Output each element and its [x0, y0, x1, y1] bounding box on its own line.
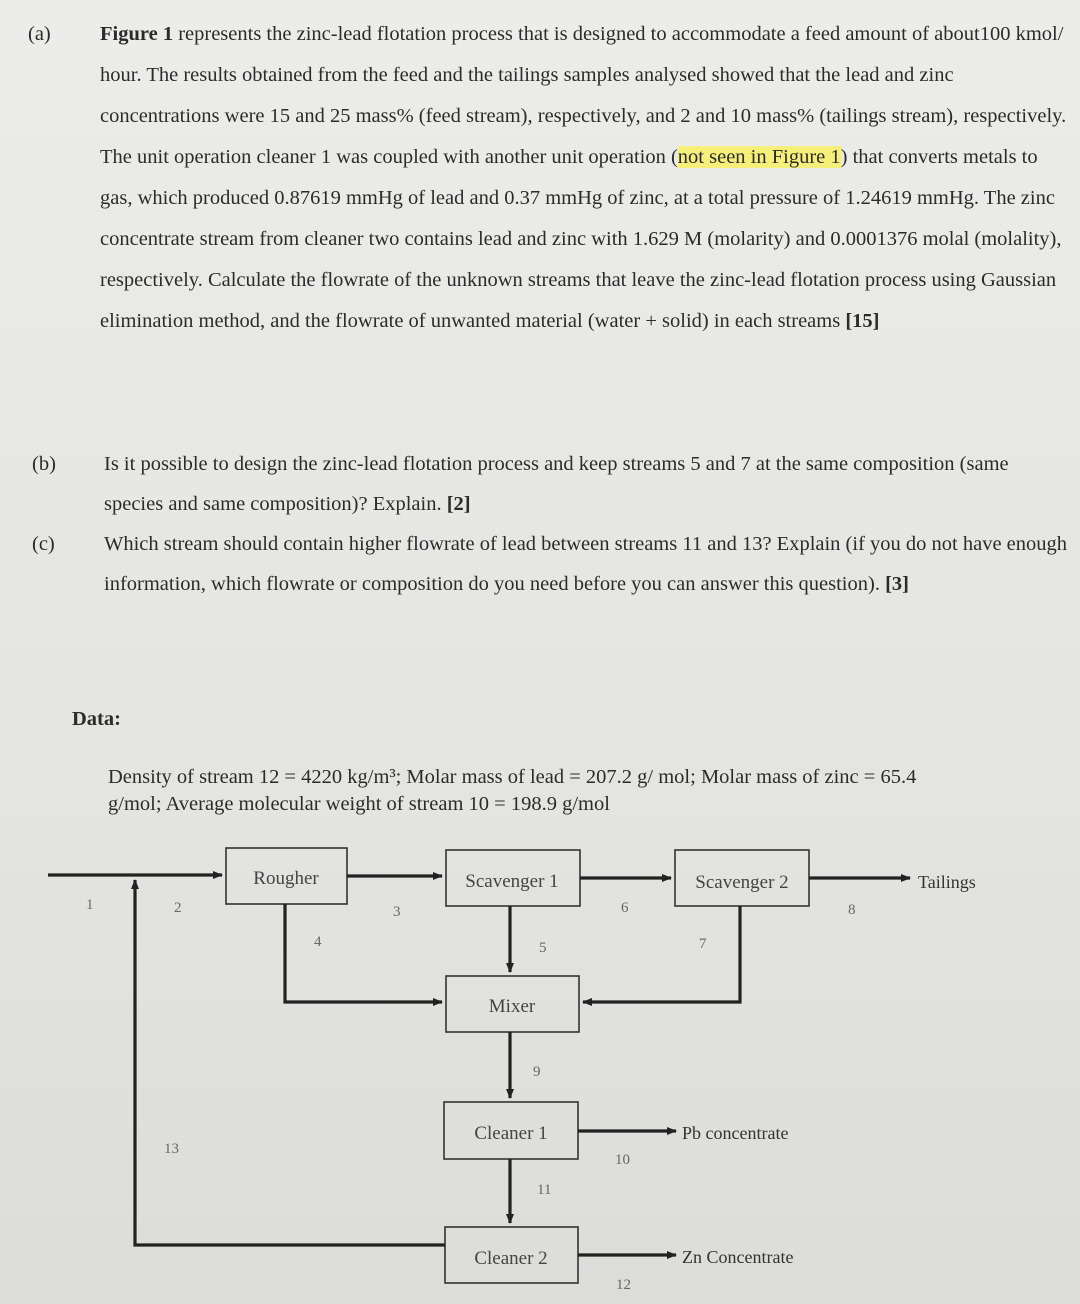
scavenger-2-label: Scavenger 2 — [695, 872, 789, 893]
question-a-label: (a) — [28, 23, 51, 45]
stream-number-8: 8 — [848, 902, 856, 918]
question-c-text: Which stream should contain higher flowrate of lead between streams 11 and 13? Explain (if you do not have enough information, which flowrate or composition do you need before you can answer this question). — [104, 533, 1068, 595]
stream-number-12: 12 — [616, 1277, 631, 1293]
question-b-label: (b) — [32, 453, 56, 475]
flotation-flow-diagram — [0, 830, 1080, 1304]
stream-4-line — [285, 904, 442, 1002]
scavenger-1-label: Scavenger 1 — [465, 871, 559, 892]
stream-number-7: 7 — [699, 936, 707, 952]
stream-number-3: 3 — [393, 904, 401, 920]
stream-number-5: 5 — [539, 940, 547, 956]
stream-number-1: 1 — [86, 897, 94, 913]
stream-number-13: 13 — [164, 1141, 179, 1157]
stream-number-9: 9 — [533, 1064, 541, 1080]
zn-concentrate-label: Zn Concentrate — [682, 1247, 794, 1267]
question-a-text-2: ) that converts metals to gas, which produced 0.87619 mmHg of lead and 0.37 mmHg of zinc, at a total pressure of 1.24619 mmHg. The zinc concentrate stream from cleaner two contains lead and zinc with 1.629 M (molarity) and 0.0001376 molal (molality), respectively. Calculate the flowrate of the unknown streams that leave the zinc-lead flotation process using Gaussian elimination method, and the flowrate of unwanted material (water + solid) in each streams — [100, 146, 1062, 332]
figure-reference: Figure 1 — [100, 23, 174, 45]
question-b-marks: [2] — [446, 493, 471, 515]
question-c — [32, 524, 1069, 604]
data-text — [108, 764, 1038, 818]
mixer-label: Mixer — [488, 996, 536, 1017]
cleaner-2-label: Cleaner 2 — [474, 1248, 548, 1269]
question-a-text-1: represents the zinc-lead flotation process that is designed to accommodate a feed amount of about100 kmol/ hour. The results obtained from the feed and the tailings samples analysed showed that the lead and zinc concentrations were 15 and 25 mass% (feed stream), respectively, and 2 and 10 mass% (tailings stream), respectively. The unit operation cleaner 1 was coupled with another unit operation ( — [100, 23, 1067, 168]
stream-number-11: 11 — [537, 1182, 552, 1198]
stream-number-4: 4 — [314, 934, 322, 950]
question-a — [28, 14, 1075, 342]
question-a-marks: [15] — [845, 310, 880, 332]
stream-number-6: 6 — [621, 900, 629, 916]
stream-13-recycle-line — [135, 880, 445, 1245]
data-title: Data: — [72, 708, 121, 730]
question-c-label: (c) — [32, 533, 55, 555]
cleaner-1-label: Cleaner 1 — [474, 1123, 548, 1144]
rougher-label: Rougher — [253, 868, 319, 889]
highlighted-text: not seen in Figure 1 — [677, 146, 841, 168]
question-b-text: Is it possible to design the zinc-lead flotation process and keep streams 5 and 7 at the same composition (same species and same composition)? Explain. — [104, 453, 1009, 515]
tailings-label: Tailings — [918, 872, 976, 892]
stream-number-2: 2 — [174, 900, 182, 916]
question-c-marks: [3] — [885, 573, 909, 595]
pb-concentrate-label: Pb concentrate — [682, 1123, 789, 1143]
stream-number-10: 10 — [615, 1152, 630, 1168]
question-b — [32, 444, 1069, 524]
data-line-2: g/mol; Average molecular weight of stream 10 = 198.9 g/mol — [108, 793, 610, 815]
data-line-1: Density of stream 12 = 4220 kg/m³; Molar mass of lead = 207.2 g/ mol; Molar mass of zinc = 65.4 — [108, 766, 917, 788]
stream-7-line — [583, 906, 740, 1002]
